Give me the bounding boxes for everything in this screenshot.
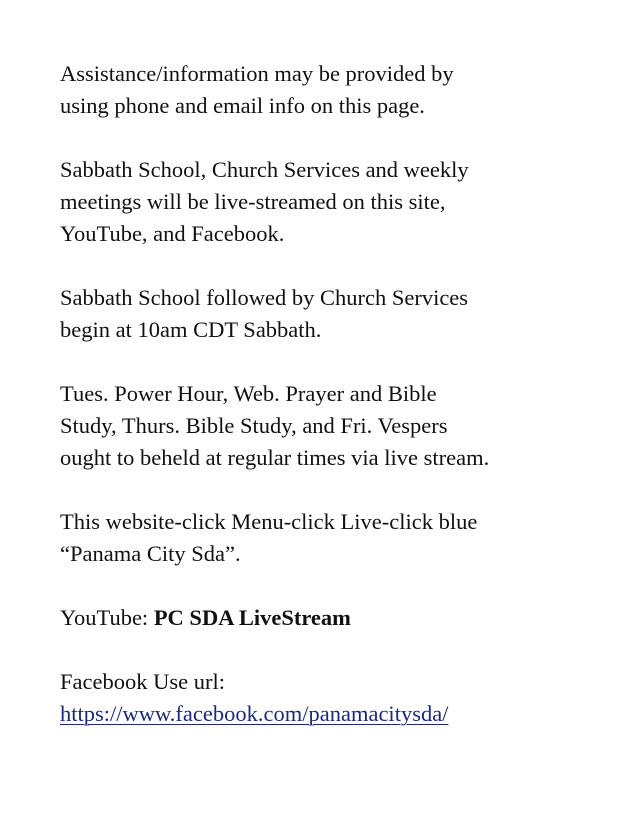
text-line: Sabbath School, Church Services and weekly xyxy=(60,157,469,182)
service-time-paragraph xyxy=(60,282,600,346)
text-line: ought to beheld at regular times via live stream. xyxy=(60,445,490,470)
text-line: Sabbath School followed by Church Services xyxy=(60,285,469,310)
youtube-label: YouTube: xyxy=(60,605,154,630)
facebook-paragraph xyxy=(60,666,600,730)
text-line: begin at 10am CDT Sabbath. xyxy=(60,317,322,342)
youtube-channel-name: PC SDA LiveStream xyxy=(153,605,351,630)
assistance-paragraph xyxy=(60,58,600,122)
youtube-paragraph xyxy=(60,602,600,634)
facebook-label: Facebook Use url: xyxy=(60,669,225,694)
text-line: Assistance/information may be provided by xyxy=(60,61,454,86)
livestream-paragraph xyxy=(60,154,600,250)
text-line: This website-click Menu-click Live-click blue xyxy=(60,509,478,534)
website-instructions-paragraph xyxy=(60,506,600,570)
text-line: “Panama City Sda”. xyxy=(60,541,241,566)
text-line: Study, Thurs. Bible Study, and Fri. Vespers xyxy=(60,413,448,438)
document-body xyxy=(60,58,600,762)
weekly-meetings-paragraph xyxy=(60,378,600,474)
text-line: Tues. Power Hour, Web. Prayer and Bible xyxy=(60,381,437,406)
text-line: using phone and email info on this page. xyxy=(60,93,425,118)
text-line: meetings will be live-streamed on this site, xyxy=(60,189,446,214)
youtube-line xyxy=(60,602,600,634)
facebook-url-link[interactable]: https://www.facebook.com/panamacitysda/ xyxy=(60,701,449,726)
text-line: YouTube, and Facebook. xyxy=(60,221,285,246)
